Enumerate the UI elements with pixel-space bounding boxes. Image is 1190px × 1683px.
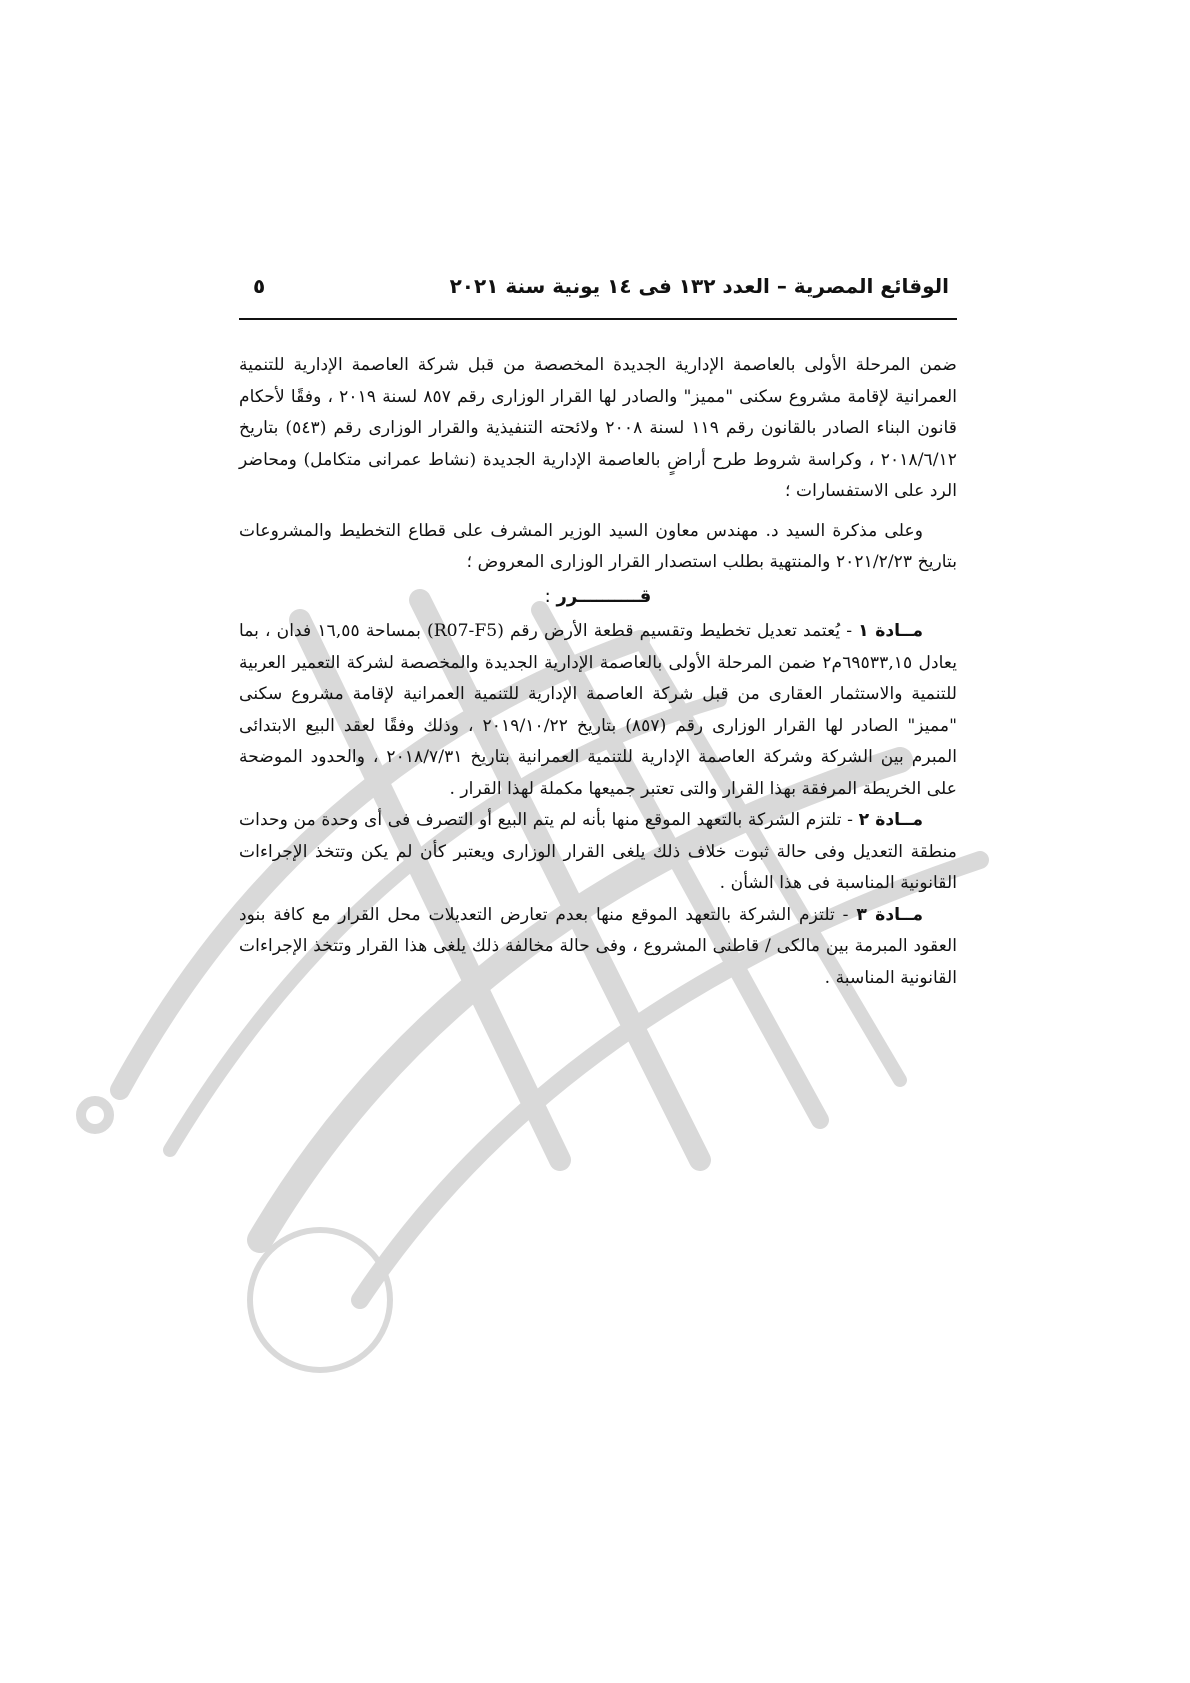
article-2 <box>239 805 957 900</box>
decision-word: قــــــــــرر <box>556 585 652 607</box>
article-1 <box>239 616 957 805</box>
preamble-paragraph-2: وعلى مذكرة السيد د. مهندس معاون السيد الوزير المشرف على قطاع التخطيط والمشروعات بتاريخ ٢٠٢١/٢/٢٣ والمنتهية بطلب استصدار القرار الوزارى المعروض ؛ <box>239 520 957 572</box>
document-body <box>239 350 957 994</box>
decision-colon: : <box>544 585 557 607</box>
page-number: ٥ <box>253 274 266 298</box>
article-3-text: - تلتزم الشركة بالتعهد الموقع منها بعدم تعارض التعديلات محل القرار مع كافة بنود العقود المبرمة بين مالكى / قاطنى المشروع ، وفى حالة مخالفة ذلك يلغى هذا القرار وتتخذ الإجراءات القانونية المناسبة . <box>239 904 957 988</box>
article-2-title: مــادة ٢ <box>858 810 923 830</box>
decision-heading <box>239 581 957 613</box>
header-title: الوقائع المصرية – العدد ١٣٢ فى ١٤ يونية سنة ٢٠٢١ <box>449 274 949 298</box>
article-3 <box>239 900 957 995</box>
preamble-paragraph-1: ضمن المرحلة الأولى بالعاصمة الإدارية الجديدة المخصصة من قبل شركة العاصمة الإدارية للتنمية العمرانية لإقامة مشروع سكنى "مميز" والصادر لها القرار الوزارى رقم ٨٥٧ لسنة ٢٠١٩ ، وفقًا لأحكام قانون البناء الصادر بالقانون رقم ١١٩ لسنة ٢٠٠٨ ولائحته التنفيذية والقرار الوزارى رقم (٥٤٣) بتاريخ ٢٠١٨/٦/١٢ ، وكراسة شروط طرح أراضٍ بالعاصمة الإدارية الجديدة (نشاط عمرانى متكامل) ومحاضر الرد على الاستفسارات ؛ <box>239 355 957 501</box>
article-3-title: مــادة ٣ <box>856 904 923 925</box>
page-header <box>239 268 957 320</box>
article-1-text: - يُعتمد تعديل تخطيط وتقسيم قطعة الأرض رقم (R07-F5) بمساحة ١٦,٥٥ فدان ، بما يعادل ٦٩٥٣٣,١٥م٢ ضمن المرحلة الأولى بالعاصمة الإدارية الجديدة والمخصصة لشركة التعمير العربية للتنمية والاستثمار العقارى من قبل شركة العاصمة الإدارية للتنمية العمرانية لإقامة مشروع سكنى "مميز" الصادر لها القرار الوزارى رقم (٨٥٧) بتاريخ ٢٠١٩/١٠/٢٢ ، وذلك وفقًا لعقد البيع الابتدائى المبرم بين الشركة وشركة العاصمة الإدارية للتنمية العمرانية بتاريخ ٢٠١٨/٧/٣١ ، والحدود الموضحة على الخريطة المرفقة بهذا القرار والتى تعتبر جميعها مكملة لهذا القرار . <box>239 621 957 799</box>
article-1-title: مــادة ١ <box>858 621 924 641</box>
article-2-text: - تلتزم الشركة بالتعهد الموقع منها بأنه لم يتم البيع أو التصرف فى أى وحدة من وحدات منطقة التعديل وفى حالة ثبوت خلاف ذلك يلغى القرار الوزارى ويعتبر كأن لم يكن وتتخذ الإجراءات القانونية المناسبة فى هذا الشأن . <box>239 810 957 893</box>
